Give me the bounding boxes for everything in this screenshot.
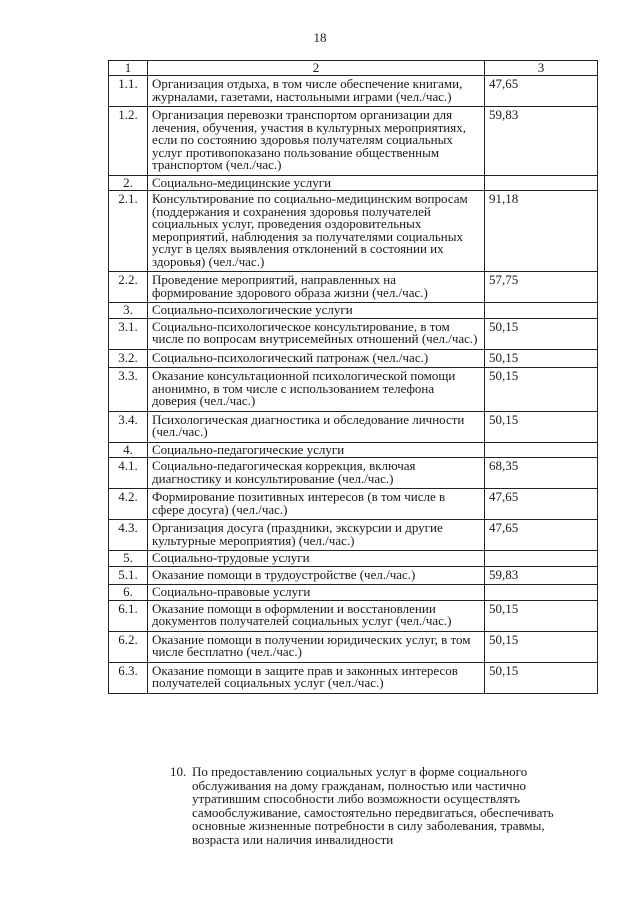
row-number: 3.4.: [109, 411, 148, 442]
row-number: 4.: [109, 442, 148, 458]
services-table: [108, 60, 598, 694]
row-value: 47,65: [485, 520, 598, 551]
row-value: 91,18: [485, 191, 598, 272]
row-number: 6.: [109, 585, 148, 601]
table-section-row: [109, 585, 598, 601]
row-value: [485, 175, 598, 191]
table-row: [109, 368, 598, 412]
row-number: 1.1.: [109, 76, 148, 107]
row-description: Оказание помощи в получении юридических услуг, в том числе бесплатно (чел./час.): [148, 631, 485, 662]
header-col-3: 3: [485, 61, 598, 76]
row-description: Организация досуга (праздники, экскурсии и другие культурные мероприятия) (чел./час.): [148, 520, 485, 551]
table-row: [109, 411, 598, 442]
table-row: [109, 318, 598, 349]
table-row: [109, 349, 598, 368]
row-value: [485, 442, 598, 458]
row-description: Организация отдыха, в том числе обеспечение книгами, журналами, газетами, настольными играми (чел./час.): [148, 76, 485, 107]
row-description: Социально-психологические услуги: [148, 303, 485, 319]
row-value: 59,83: [485, 566, 598, 585]
row-number: 4.2.: [109, 489, 148, 520]
row-description: Оказание помощи в оформлении и восстановлении документов получателей социальных услуг (чел./час.): [148, 600, 485, 631]
row-number: 5.1.: [109, 566, 148, 585]
row-value: 47,65: [485, 489, 598, 520]
table-section-row: [109, 303, 598, 319]
row-value: 50,15: [485, 600, 598, 631]
row-number: 3.2.: [109, 349, 148, 368]
table-row: [109, 662, 598, 693]
table-row: [109, 458, 598, 489]
header-col-1: 1: [109, 61, 148, 76]
table-row: [109, 76, 598, 107]
row-number: 2.: [109, 175, 148, 191]
row-value: 50,15: [485, 411, 598, 442]
footer-number: 10.: [170, 764, 187, 779]
table-row: [109, 631, 598, 662]
row-value: [485, 585, 598, 601]
table-section-row: [109, 442, 598, 458]
header-col-2: 2: [148, 61, 485, 76]
row-number: 2.1.: [109, 191, 148, 272]
row-number: 6.2.: [109, 631, 148, 662]
table-section-row: [109, 551, 598, 567]
footer-paragraph: [170, 765, 590, 846]
row-value: 68,35: [485, 458, 598, 489]
row-value: 50,15: [485, 368, 598, 412]
row-description: Социально-педагогические услуги: [148, 442, 485, 458]
table-header-row: [109, 61, 598, 76]
table-row: [109, 191, 598, 272]
table-row: [109, 489, 598, 520]
row-number: 1.2.: [109, 107, 148, 176]
row-value: 50,15: [485, 631, 598, 662]
row-number: 5.: [109, 551, 148, 567]
row-value: 50,15: [485, 349, 598, 368]
table-row: [109, 566, 598, 585]
row-number: 2.2.: [109, 272, 148, 303]
row-number: 3.3.: [109, 368, 148, 412]
row-description: Оказание консультационной психологической помощи анонимно, в том числе с использованием телефона доверия (чел./час.): [148, 368, 485, 412]
table-row: [109, 272, 598, 303]
row-description: Проведение мероприятий, направленных на формирование здорового образа жизни (чел./час.): [148, 272, 485, 303]
row-value: 50,15: [485, 318, 598, 349]
row-value: [485, 551, 598, 567]
row-value: 50,15: [485, 662, 598, 693]
row-description: Психологическая диагностика и обследование личности (чел./час.): [148, 411, 485, 442]
row-description: Социально-психологическое консультирование, в том числе по вопросам внутрисемейных отношений (чел./час.): [148, 318, 485, 349]
row-description: Социально-психологический патронаж (чел./час.): [148, 349, 485, 368]
footer-text: По предоставлению социальных услуг в форме социального обслуживания на дому гражданам, полностью или частично утратившим способности либо возможности осуществлять самообслуживание, самостоятельно передвигаться, обеспечивать основные жизненные потребности в силу заболевания, травмы, возраста или наличия инвалидности: [192, 764, 554, 847]
row-value: [485, 303, 598, 319]
row-description: Оказание помощи в защите прав и законных интересов получателей социальных услуг (чел./час.): [148, 662, 485, 693]
table-row: [109, 600, 598, 631]
table-row: [109, 520, 598, 551]
row-value: 57,75: [485, 272, 598, 303]
row-description: Оказание помощи в трудоустройстве (чел./час.): [148, 566, 485, 585]
table-section-row: [109, 175, 598, 191]
row-description: Формирование позитивных интересов (в том числе в сфере досуга) (чел./час.): [148, 489, 485, 520]
row-value: 47,65: [485, 76, 598, 107]
row-number: 6.3.: [109, 662, 148, 693]
row-description: Социально-правовые услуги: [148, 585, 485, 601]
row-number: 3.: [109, 303, 148, 319]
page-number: 18: [313, 30, 327, 45]
row-number: 3.1.: [109, 318, 148, 349]
row-description: Социально-педагогическая коррекция, включая диагностику и консультирование (чел./час.): [148, 458, 485, 489]
row-description: Организация перевозки транспортом организации для лечения, обучения, участия в культурных мероприятиях, если по состоянию здоровья получателям социальных услуг противопоказано пользование общественным транспортом (чел./час.): [148, 107, 485, 176]
row-description: Социально-медицинские услуги: [148, 175, 485, 191]
row-number: 4.3.: [109, 520, 148, 551]
row-number: 4.1.: [109, 458, 148, 489]
row-value: 59,83: [485, 107, 598, 176]
row-number: 6.1.: [109, 600, 148, 631]
row-description: Консультирование по социально-медицинским вопросам (поддержания и сохранения здоровья получателей социальных услуг, проведения оздоровительных мероприятий, наблюдения за получателями социальных услуг в целях выявления отклонений в состоянии их здоровья) (чел./час.): [148, 191, 485, 272]
row-description: Социально-трудовые услуги: [148, 551, 485, 567]
table-row: [109, 107, 598, 176]
